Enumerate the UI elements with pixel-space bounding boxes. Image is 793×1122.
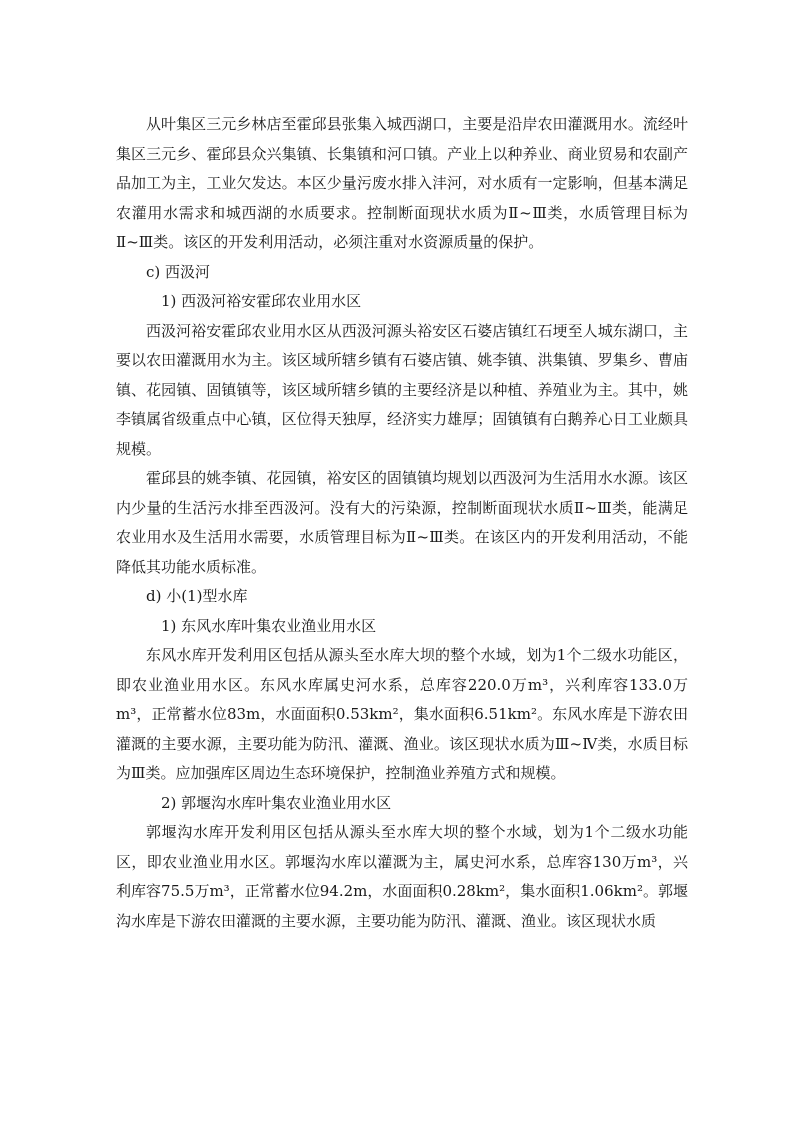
paragraph-shi-river-section: 从叶集区三元乡林店至霍邱县张集入城西湖口，主要是沿岸农田灌溉用水。流经叶集区三元乡、霍邱县众兴集镇、长集镇和河口镇。产业上以种养业、商业贸易和农副产品加工为主，工业欠发达。本区少量污废水排入沣河，对水质有一定影响，但基本满足农灌用水需求和城西湖的水质要求。控制断面现状水质为Ⅱ~Ⅲ类，水质管理目标为Ⅱ~Ⅲ类。该区的开发利用活动，必须注重对水资源质量的保护。 [116,115,688,251]
heading-dongfeng-reservoir: 1) 东风水库叶集农业渔业用水区 [161,616,377,635]
page-content [116,110,688,936]
paragraph-xiji-water-quality: 霍邱县的姚李镇、花园镇，裕安区的固镇镇均规划以西汲河为生活用水水源。该区内少量的生活污水排至西汲河。没有大的污染源，控制断面现状水质Ⅱ~Ⅲ类，能满足农业用水及生活用水需要，水质管理目标为Ⅱ~Ⅲ类。在该区内的开发利用活动，不能降低其功能水质标准。 [116,469,688,576]
heading-guoyangou-reservoir: 2) 郭堰沟水库叶集农业渔业用水区 [161,793,392,812]
heading-xiji-agri-zone: 1) 西汲河裕安霍邱农业用水区 [161,292,362,310]
heading-xiji-river: c) 西汲河 [146,262,211,281]
paragraph-dongfeng-reservoir: 东风水库开发利用区包括从源头至水库大坝的整个水域，划为1个二级水功能区，即农业渔业用水区。东风水库属史河水系，总库容220.0万m³，兴利库容133.0万m³，正常蓄水位83m，水面面积0.53km²，集水面积6.51km²。东风水库是下游农田灌溉的主要水源，主要功能为防汛、灌溉、渔业。该区现状水质为Ⅲ~Ⅳ类，水质目标为Ⅲ类。应加强库区周边生态环境保护，控制渔业养殖方式和规模。 [116,646,688,782]
paragraph-xiji-zone-description: 西汲河裕安霍邱农业用水区从西汲河源头裕安区石婆店镇红石埂至人城东湖口，主要以农田灌溉用水为主。该区域所辖乡镇有石婆店镇、姚李镇、洪集镇、罗集乡、曹庙镇、花园镇、固镇镇等，该区域所辖乡镇的主要经济是以种植、养殖业为主。其中，姚李镇属省级重点中心镇，区位得天独厚，经济实力雄厚；固镇镇有白鹅养心日工业颇具规模。 [116,321,688,458]
heading-small-reservoirs: d) 小(1)型水库 [146,587,248,605]
paragraph-guoyangou-reservoir: 郭堰沟水库开发利用区包括从源头至水库大坝的整个水域，划为1个二级水功能区，即农业渔业用水区。郭堰沟水库以灌溉为主，属史河水系，总库容130万m³，兴利库容75.5万m³，正常蓄水位94.2m，水面面积0.28km²，集水面积1.06km²。郭堰沟水库是下游农田灌溉的主要水源，主要功能为防汛、灌溉、渔业。该区现状水质 [116,823,688,930]
